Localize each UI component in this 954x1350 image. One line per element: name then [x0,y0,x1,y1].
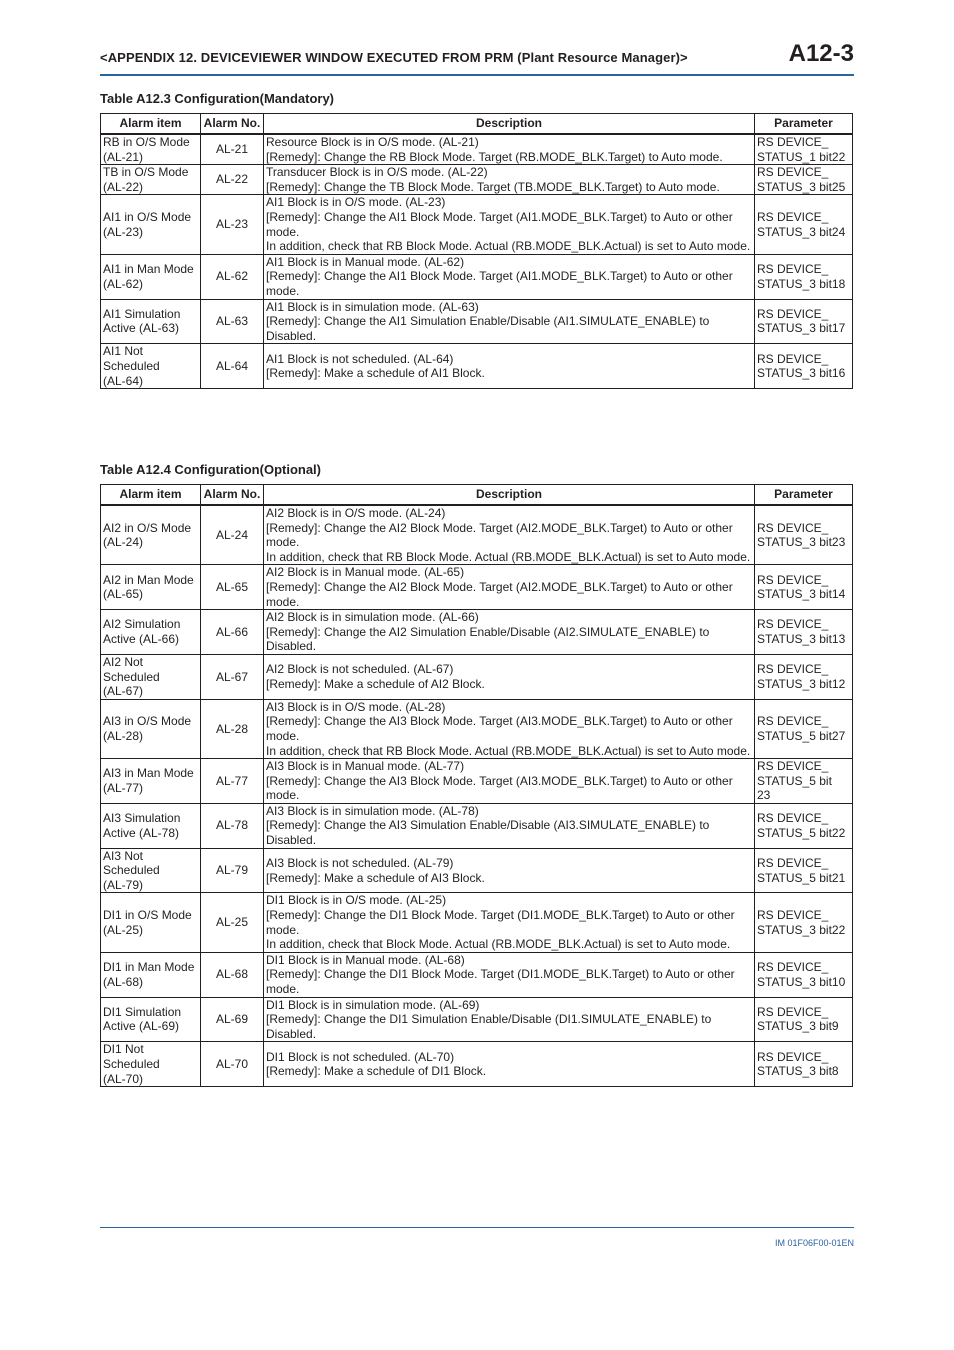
alarm-no-cell: AL-24 [201,505,264,565]
parameter-line: STATUS_3 bit8 [757,1064,839,1079]
description-line: In addition, check that RB Block Mode. Actual (RB.MODE_BLK.Actual) is set to Auto mode. [266,239,751,254]
alarm-no-cell: AL-63 [201,299,264,344]
description-line: [Remedy]: Change the AI1 Simulation Enable/Disable (AI1.SIMULATE_ENABLE) to Disabled. [266,314,710,343]
description-line: DI1 Block is in simulation mode. (AL-69) [266,997,480,1012]
description-line: In addition, check that RB Block Mode. Actual (RB.MODE_BLK.Actual) is set to Auto mode. [266,549,751,564]
table-row [101,893,853,952]
parameter-line: RS DEVICE_ [757,135,829,149]
table-row [101,165,853,195]
column-header-alarm-no: Alarm No. [201,114,264,135]
description-cell [264,299,755,344]
alarm-no-cell: AL-70 [201,1042,264,1087]
alarm-item-cell [101,134,201,165]
description-line: [Remedy]: Change the AI1 Block Mode. Target (AI1.MODE_BLK.Target) to Auto or other mode. [266,269,733,298]
description-cell [264,848,755,893]
alarm-item-line: DI1 Simulation [103,1004,182,1019]
description-line: AI3 Block is not scheduled. (AL-79) [266,855,454,870]
description-cell [264,759,755,804]
alarm-item-line: (AL-21) [103,149,144,164]
page-number: A12-3 [788,40,854,67]
description-cell [264,997,755,1042]
alarm-item-cell [101,952,201,997]
alarm-no-cell: AL-79 [201,848,264,893]
parameter-line: STATUS_3 bit23 [757,535,846,550]
description-line: [Remedy]: Change the TB Block Mode. Target (TB.MODE_BLK.Target) to Auto mode. [266,179,720,194]
alarm-item-line: Scheduled [103,1056,160,1071]
description-line: [Remedy]: Make a schedule of DI1 Block. [266,1064,487,1079]
description-line: DI1 Block is not scheduled. (AL-70) [266,1049,455,1064]
configuration-table-optional [100,484,853,1087]
alarm-no-cell: AL-25 [201,893,264,952]
description-line: [Remedy]: Make a schedule of AI3 Block. [266,870,485,885]
description-line: [Remedy]: Change the AI1 Block Mode. Target (AI1.MODE_BLK.Target) to Auto or other mode. [266,209,733,239]
parameter-cell [755,1042,853,1087]
description-cell [264,803,755,848]
table-row [101,654,853,699]
parameter-cell [755,893,853,952]
parameter-cell [755,299,853,344]
table-row [101,610,853,655]
table-row [101,848,853,893]
alarm-item-line: AI2 Not [103,654,144,669]
alarm-item-line: RB in O/S Mode [103,135,190,149]
alarm-no-cell: AL-28 [201,699,264,758]
alarm-item-line: (AL-62) [103,276,144,291]
parameter-line: RS DEVICE_ [757,572,829,587]
column-header-parameter: Parameter [755,485,853,506]
parameter-line: 23 [757,788,771,803]
alarm-no-cell: AL-69 [201,997,264,1042]
alarm-item-line: (AL-64) [103,373,144,388]
parameter-cell [755,165,853,195]
parameter-line: RS DEVICE_ [757,165,829,180]
parameter-line: RS DEVICE_ [757,908,829,923]
parameter-line: RS DEVICE_ [757,811,829,826]
parameter-line: STATUS_3 bit14 [757,587,846,602]
table-row [101,195,853,254]
alarm-item-cell [101,610,201,655]
parameter-line: STATUS_3 bit24 [757,224,846,239]
description-cell [264,254,755,299]
table-row [101,803,853,848]
table-row [101,997,853,1042]
alarm-item-line: (AL-23) [103,224,144,239]
description-line: DI1 Block is in O/S mode. (AL-25) [266,893,447,908]
description-line: AI1 Block is in simulation mode. (AL-63) [266,299,479,314]
alarm-item-line: (AL-28) [103,728,144,743]
description-line: Transducer Block is in O/S mode. (AL-22) [266,165,488,180]
parameter-cell [755,654,853,699]
description-line: [Remedy]: Make a schedule of AI1 Block. [266,366,485,381]
alarm-item-cell [101,699,201,758]
alarm-no-cell: AL-23 [201,195,264,254]
alarm-item-line: Active (AL-66) [103,632,180,647]
alarm-item-line: TB in O/S Mode [103,165,189,180]
parameter-line: STATUS_5 bit21 [757,870,846,885]
parameter-line: STATUS_5 bit22 [757,825,846,840]
table-row [101,505,853,565]
alarm-item-line: Scheduled [103,863,160,878]
description-line: AI2 Block is in Manual mode. (AL-65) [266,565,465,580]
description-line: AI3 Block is in simulation mode. (AL-78) [266,803,479,818]
parameter-line: RS DEVICE_ [757,1004,829,1019]
table-row [101,565,853,610]
description-line: In addition, check that Block Mode. Actual (RB.MODE_BLK.Actual) is set to Auto mode. [266,937,731,952]
alarm-no-cell: AL-22 [201,165,264,195]
description-line: [Remedy]: Change the AI2 Block Mode. Target (AI2.MODE_BLK.Target) to Auto or other mode. [266,579,733,609]
alarm-item-line: Scheduled [103,669,160,684]
parameter-line: RS DEVICE_ [757,855,829,870]
description-line: [Remedy]: Make a schedule of AI2 Block. [266,676,485,691]
description-line: Resource Block is in O/S mode. (AL-21) [266,135,479,149]
alarm-item-line: AI3 Simulation [103,811,181,826]
alarm-item-line: DI1 Not [103,1042,144,1057]
description-cell [264,654,755,699]
column-header-description: Description [264,485,755,506]
description-cell [264,134,755,165]
parameter-line: STATUS_3 bit10 [757,974,846,989]
parameter-line: STATUS_3 bit16 [757,366,846,381]
alarm-item-line: Active (AL-63) [103,321,180,336]
table-row [101,254,853,299]
parameter-cell [755,997,853,1042]
parameter-line: STATUS_5 bit27 [757,728,846,743]
parameter-line: RS DEVICE_ [757,262,829,277]
description-cell [264,952,755,997]
table-row [101,1042,853,1087]
table-row [101,952,853,997]
description-cell [264,1042,755,1087]
alarm-item-line: AI3 Not [103,848,144,863]
parameter-line: STATUS_3 bit13 [757,632,846,647]
description-line: [Remedy]: Change the RB Block Mode. Target (RB.MODE_BLK.Target) to Auto mode. [266,149,723,164]
footer-divider [100,1227,854,1228]
description-line: [Remedy]: Change the AI3 Block Mode. Target (AI3.MODE_BLK.Target) to Auto or other mode. [266,714,733,743]
alarm-item-line: AI1 Simulation [103,306,181,321]
parameter-line: STATUS_5 bit [757,773,832,788]
description-line: [Remedy]: Change the DI1 Block Mode. Target (DI1.MODE_BLK.Target) to Auto or other mode. [266,967,735,996]
alarm-no-cell: AL-68 [201,952,264,997]
alarm-item-cell [101,505,201,565]
alarm-item-line: Active (AL-69) [103,1019,180,1034]
alarm-item-line: DI1 in Man Mode [103,960,195,975]
alarm-item-cell [101,759,201,804]
description-cell [264,165,755,195]
description-line: AI2 Block is not scheduled. (AL-67) [266,662,454,677]
parameter-line: STATUS_3 bit9 [757,1019,839,1034]
table-header-row [101,114,853,135]
alarm-item-line: (AL-22) [103,179,144,194]
alarm-item-line: AI1 in Man Mode [103,262,194,277]
description-cell [264,344,755,389]
alarm-item-line: AI1 in O/S Mode [103,209,192,224]
description-line: AI2 Block is in simulation mode. (AL-66) [266,610,479,625]
table-caption-optional: Table A12.4 Configuration(Optional) [100,462,321,477]
alarm-no-cell: AL-77 [201,759,264,804]
description-cell [264,699,755,758]
column-header-alarm-item: Alarm item [101,114,201,135]
description-line: AI1 Block is in Manual mode. (AL-62) [266,254,465,269]
parameter-line: RS DEVICE_ [757,617,829,632]
table-header-row [101,485,853,506]
parameter-cell [755,803,853,848]
parameter-line: RS DEVICE_ [757,714,829,729]
alarm-item-line: (AL-79) [103,877,144,892]
description-cell [264,610,755,655]
parameter-line: RS DEVICE_ [757,1049,829,1064]
description-cell [264,893,755,952]
alarm-item-line: AI2 Simulation [103,617,181,632]
parameter-cell [755,344,853,389]
alarm-item-line: AI2 in Man Mode [103,572,194,587]
table-row [101,134,853,165]
column-header-description: Description [264,114,755,135]
alarm-item-cell [101,165,201,195]
alarm-item-line: AI3 in O/S Mode [103,714,192,729]
parameter-line: RS DEVICE_ [757,662,829,677]
alarm-no-cell: AL-21 [201,134,264,165]
alarm-item-cell [101,803,201,848]
alarm-item-cell [101,654,201,699]
alarm-no-cell: AL-62 [201,254,264,299]
parameter-line: STATUS_3 bit12 [757,676,846,691]
parameter-cell [755,134,853,165]
alarm-item-line: AI2 in O/S Mode [103,520,192,535]
alarm-item-cell [101,565,201,610]
table-row [101,299,853,344]
document-number: IM 01F06F00-01EN [774,1238,854,1248]
column-header-alarm-no: Alarm No. [201,485,264,506]
description-line: AI3 Block is in O/S mode. (AL-28) [266,699,446,714]
parameter-cell [755,565,853,610]
description-cell [264,195,755,254]
alarm-item-line: (AL-77) [103,780,144,795]
alarm-item-cell [101,1042,201,1087]
alarm-no-cell: AL-67 [201,654,264,699]
description-line: DI1 Block is in Manual mode. (AL-68) [266,952,465,967]
parameter-line: RS DEVICE_ [757,520,829,535]
description-line: [Remedy]: Change the AI2 Simulation Enable/Disable (AI2.SIMULATE_ENABLE) to Disabled. [266,624,710,654]
alarm-item-line: (AL-68) [103,974,144,989]
parameter-line: STATUS_3 bit22 [757,922,846,937]
alarm-item-line: AI3 in Man Mode [103,766,194,781]
alarm-item-line: (AL-24) [103,535,144,550]
table-caption-mandatory: Table A12.3 Configuration(Mandatory) [100,91,335,106]
parameter-line: STATUS_3 bit18 [757,276,846,291]
parameter-line: STATUS_1 bit22 [757,149,846,164]
parameter-line: RS DEVICE_ [757,306,829,321]
column-header-alarm-item: Alarm item [101,485,201,506]
description-line: AI1 Block is in O/S mode. (AL-23) [266,195,446,210]
table-row [101,699,853,758]
alarm-item-line: DI1 in O/S Mode [103,908,192,923]
alarm-item-line: (AL-25) [103,922,144,937]
description-line: [Remedy]: Change the AI3 Simulation Enable/Disable (AI3.SIMULATE_ENABLE) to Disabled. [266,818,710,848]
alarm-item-cell [101,893,201,952]
parameter-cell [755,505,853,565]
description-line: [Remedy]: Change the AI3 Block Mode. Target (AI3.MODE_BLK.Target) to Auto or other mode. [266,773,733,803]
description-line: In addition, check that RB Block Mode. Actual (RB.MODE_BLK.Actual) is set to Auto mode. [266,743,751,758]
configuration-table-mandatory [100,113,853,389]
alarm-no-cell: AL-64 [201,344,264,389]
parameter-line: RS DEVICE_ [757,759,829,774]
alarm-item-line: (AL-67) [103,684,144,699]
parameter-cell [755,952,853,997]
description-line: AI1 Block is not scheduled. (AL-64) [266,351,454,366]
parameter-line: STATUS_3 bit17 [757,321,846,336]
table-row [101,344,853,389]
parameter-line: RS DEVICE_ [757,960,829,975]
parameter-cell [755,254,853,299]
alarm-item-cell [101,344,201,389]
description-line: [Remedy]: Change the DI1 Block Mode. Target (DI1.MODE_BLK.Target) to Auto or other mode. [266,908,735,937]
alarm-no-cell: AL-78 [201,803,264,848]
parameter-line: STATUS_3 bit25 [757,179,846,194]
parameter-line: RS DEVICE_ [757,209,829,224]
alarm-item-cell [101,299,201,344]
alarm-item-line: Scheduled [103,358,160,373]
description-line: [Remedy]: Change the AI2 Block Mode. Target (AI2.MODE_BLK.Target) to Auto or other mode. [266,520,733,550]
alarm-item-cell [101,254,201,299]
alarm-item-line: Active (AL-78) [103,825,180,840]
column-header-parameter: Parameter [755,114,853,135]
alarm-item-line: (AL-65) [103,587,144,602]
alarm-item-line: (AL-70) [103,1071,144,1086]
alarm-item-cell [101,848,201,893]
description-cell [264,565,755,610]
description-cell [264,505,755,565]
parameter-line: RS DEVICE_ [757,351,829,366]
parameter-cell [755,759,853,804]
parameter-cell [755,699,853,758]
alarm-item-cell [101,997,201,1042]
description-line: AI3 Block is in Manual mode. (AL-77) [266,759,465,774]
description-line: AI2 Block is in O/S mode. (AL-24) [266,506,446,520]
header-divider [100,74,854,76]
parameter-cell [755,848,853,893]
alarm-no-cell: AL-66 [201,610,264,655]
alarm-no-cell: AL-65 [201,565,264,610]
description-line: [Remedy]: Change the DI1 Simulation Enable/Disable (DI1.SIMULATE_ENABLE) to Disabled. [266,1012,712,1041]
parameter-cell [755,195,853,254]
table-row [101,759,853,804]
alarm-item-cell [101,195,201,254]
alarm-item-line: AI1 Not [103,344,144,359]
parameter-cell [755,610,853,655]
appendix-header-title: <APPENDIX 12. DEVICEVIEWER WINDOW EXECUTED FROM PRM (Plant Resource Manager)> [100,50,688,65]
